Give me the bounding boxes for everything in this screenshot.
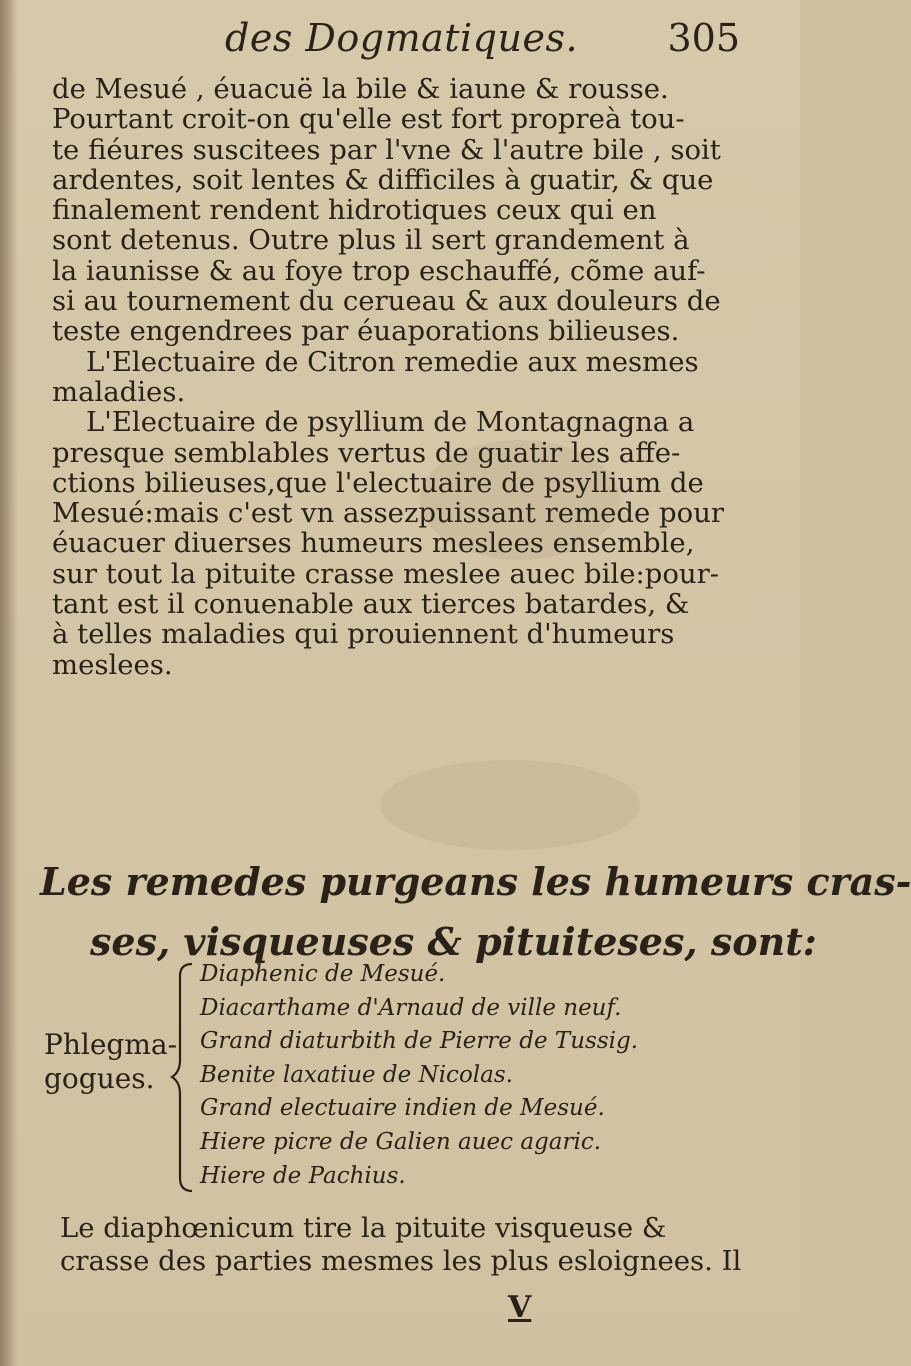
text-line: crasse des parties mesmes les plus esloignees. Il xyxy=(60,1245,742,1277)
remedy-item: Benite laxatiue de Nicolas. xyxy=(200,1061,513,1088)
text-line: te fiéures suscitees par l'vne & l'autre bile , soit xyxy=(52,133,721,166)
running-title: des Dogmatiques. xyxy=(225,16,579,60)
section-heading xyxy=(40,852,911,972)
page-number: 305 xyxy=(667,16,740,60)
body-paragraphs xyxy=(52,73,725,681)
remedy-item: Diaphenic de Mesué. xyxy=(200,961,446,987)
text-line: ctions bilieuses,que l'electuaire de psyllium de xyxy=(52,466,704,499)
remedies-list xyxy=(200,958,638,1193)
text-line: Le diaphœnicum tire la pituite visqueuse & xyxy=(60,1212,667,1244)
page-header xyxy=(225,14,740,74)
remedy-item: Hiere de Pachius. xyxy=(200,1162,406,1189)
remedy-item: Grand diaturbith de Pierre de Tussig. xyxy=(200,1028,639,1055)
text-line: L'Electuaire de Citron remedie aux mesmes xyxy=(86,345,699,378)
heading-line: ses, visqueuses & pituiteses, sont: xyxy=(90,919,817,964)
text-line: meslees. xyxy=(52,648,173,681)
text-line: presque semblables vertus de guatir les affe- xyxy=(52,436,681,469)
remedy-item: Grand electuaire indien de Mesué. xyxy=(200,1095,605,1122)
text-line: finalement rendent hidrotiques ceux qui en xyxy=(52,194,657,227)
text-line: éuacuer diuerses humeurs meslees ensemble, xyxy=(52,527,695,560)
remedy-item: Hiere picre de Galien auec agaric. xyxy=(200,1128,602,1155)
heading-line: Les remedes purgeans les humeurs cras- xyxy=(40,859,911,904)
category-label xyxy=(44,1028,177,1096)
text-line: sur tout la pituite crasse meslee auec bile:pour- xyxy=(52,557,720,590)
curly-brace xyxy=(170,960,200,1195)
text-line: ardentes, soit lentes & difficiles à guatir, & que xyxy=(52,163,714,196)
text-line: Pourtant croit-on qu'elle est fort propreà tou- xyxy=(52,103,685,136)
text-line: teste engendrees par éuaporations bilieuses. xyxy=(52,315,680,348)
category-line: gogues. xyxy=(44,1062,155,1095)
signature-mark: V xyxy=(508,1290,532,1325)
text-line: à telles maladies qui prouiennent d'humeurs xyxy=(52,618,675,651)
paper-stain xyxy=(380,760,640,850)
page-gutter-shadow xyxy=(0,0,18,1366)
text-line: L'Electuaire de psyllium de Montagnagna a xyxy=(86,406,695,439)
text-line: si au tournement du cerueau & aux douleurs de xyxy=(52,285,721,318)
text-line: sont detenus. Outre plus il sert grandement à xyxy=(52,224,690,257)
text-line: maladies. xyxy=(52,375,186,408)
text-line: tant est il conuenable aux tierces batardes, & xyxy=(52,588,690,621)
category-line: Phlegma- xyxy=(44,1028,178,1061)
text-line: la iaunisse & au foye trop eschauffé, cõme auf- xyxy=(52,254,706,287)
closing-paragraph xyxy=(60,1212,742,1278)
text-line: de Mesué , éuacuë la bile & iaune & rousse. xyxy=(52,73,669,105)
text-line: Mesué:mais c'est vn assezpuissant remede pour xyxy=(52,497,725,530)
remedy-item: Diacarthame d'Arnaud de ville neuf. xyxy=(200,994,622,1021)
